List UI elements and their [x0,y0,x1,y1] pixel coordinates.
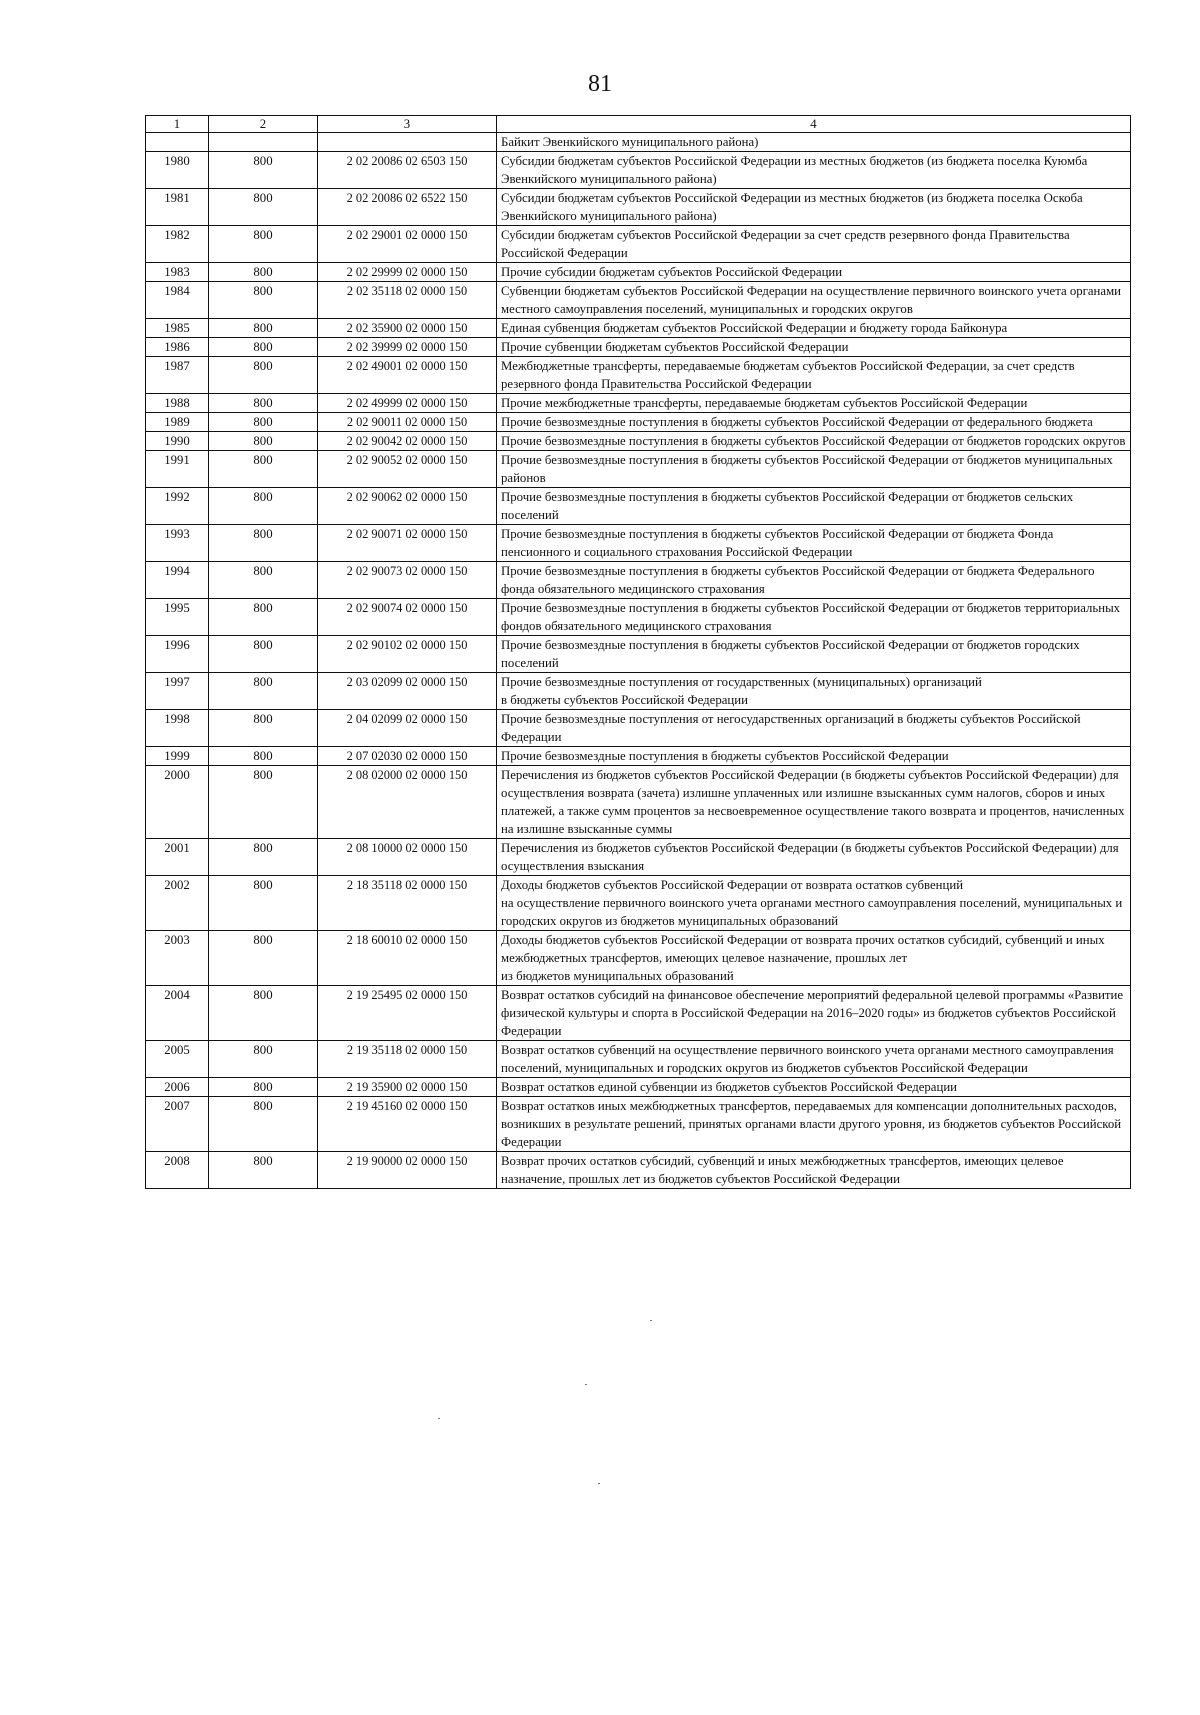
budget-classification-code-cell: 2 03 02099 02 0000 150 [318,673,497,710]
scan-speck [438,1418,440,1419]
budget-classification-code-cell: 2 07 02030 02 0000 150 [318,747,497,766]
admin-code-cell: 800 [209,394,318,413]
admin-code-cell: 800 [209,636,318,673]
row-number-cell: 1992 [146,488,209,525]
budget-classification-code-cell: 2 02 20086 02 6522 150 [318,189,497,226]
admin-code-cell: 800 [209,152,318,189]
table-row [146,1097,1131,1152]
income-name-cell: Субсидии бюджетам субъектов Российской Федерации из местных бюджетов (из бюджета поселка Оскоба Эвенкийского муниципального района) [497,189,1131,226]
budget-classification-code-cell: 2 02 90011 02 0000 150 [318,413,497,432]
admin-code-cell: 800 [209,488,318,525]
budget-classification-code-cell: 2 02 49001 02 0000 150 [318,357,497,394]
income-name-cell: Субсидии бюджетам субъектов Российской Федерации за счет средств резервного фонда Правительства Российской Федерации [497,226,1131,263]
row-number-cell: 1982 [146,226,209,263]
table-row [146,189,1131,226]
table-body [146,133,1131,1189]
table-row [146,525,1131,562]
income-name-cell: Прочие безвозмездные поступления в бюджеты субъектов Российской Федерации от бюджетов территориальных фондов обязательного медицинского страхования [497,599,1131,636]
row-number-cell: 1994 [146,562,209,599]
income-name-cell: Прочие безвозмездные поступления в бюджеты субъектов Российской Федерации от федерального бюджета [497,413,1131,432]
table-row [146,1152,1131,1189]
row-number-cell: 1995 [146,599,209,636]
admin-code-cell: 800 [209,876,318,931]
budget-classification-code-cell: 2 02 90073 02 0000 150 [318,562,497,599]
budget-classification-code-cell: 2 02 35900 02 0000 150 [318,319,497,338]
budget-classification-code-cell: 2 02 90062 02 0000 150 [318,488,497,525]
table-row [146,451,1131,488]
budget-classification-code-cell: 2 18 35118 02 0000 150 [318,876,497,931]
income-name-cell: Прочие безвозмездные поступления в бюджеты субъектов Российской Федерации от бюджета Фонда пенсионного и социального страхования Российской Федерации [497,525,1131,562]
table-row [146,338,1131,357]
budget-classification-code-cell [318,133,497,152]
row-number-cell: 2007 [146,1097,209,1152]
income-name-cell: Прочие безвозмездные поступления в бюджеты субъектов Российской Федерации от бюджетов городских поселений [497,636,1131,673]
income-name-cell: Субсидии бюджетам субъектов Российской Федерации из местных бюджетов (из бюджета поселка Куюмба Эвенкийского муниципального района) [497,152,1131,189]
admin-code-cell: 800 [209,525,318,562]
income-name-cell: Доходы бюджетов субъектов Российской Федерации от возврата прочих остатков субсидий, субвенций и иных межбюджетных трансфертов, имеющих целевое назначение, прошлых лет из бюджетов муниципальных образований [497,931,1131,986]
admin-code-cell: 800 [209,189,318,226]
row-number-cell: 2002 [146,876,209,931]
admin-code-cell: 800 [209,263,318,282]
table-header [146,116,1131,133]
income-name-cell: Возврат остатков единой субвенции из бюджетов субъектов Российской Федерации [497,1078,1131,1097]
budget-classification-code-cell: 2 02 90074 02 0000 150 [318,599,497,636]
income-name-cell: Возврат остатков субсидий на финансовое обеспечение мероприятий федеральной целевой программы «Развитие физической культуры и спорта в Российской Федерации на 2016–2020 годы» из бюджетов субъектов Российской Федерации [497,986,1131,1041]
row-number-cell: 2004 [146,986,209,1041]
income-name-cell: Перечисления из бюджетов субъектов Российской Федерации (в бюджеты субъектов Российской Федерации) для осуществления возврата (зачета) излишне уплаченных или излишне взысканных сумм налогов, сборов и иных платежей, а также сумм процентов за несвоевременное осуществление такого возврата и процентов, начисленных на излишне взысканные суммы [497,766,1131,839]
admin-code-cell [209,133,318,152]
income-name-cell: Прочие безвозмездные поступления в бюджеты субъектов Российской Федерации от бюджетов городских округов [497,432,1131,451]
admin-code-cell: 800 [209,226,318,263]
table-row [146,710,1131,747]
income-name-cell: Доходы бюджетов субъектов Российской Федерации от возврата остатков субвенций на осуществление первичного воинского учета органами местного самоуправления поселений, муниципальных и городских округов из бюджетов муниципальных образований [497,876,1131,931]
admin-code-cell: 800 [209,413,318,432]
table-row [146,876,1131,931]
admin-code-cell: 800 [209,562,318,599]
row-number-cell: 1983 [146,263,209,282]
row-number-cell: 1980 [146,152,209,189]
row-number-cell: 1989 [146,413,209,432]
admin-code-cell: 800 [209,451,318,488]
admin-code-cell: 800 [209,839,318,876]
row-number-cell: 1985 [146,319,209,338]
table-row [146,1041,1131,1078]
admin-code-cell: 800 [209,319,318,338]
budget-classification-code-cell: 2 18 60010 02 0000 150 [318,931,497,986]
row-number-cell: 2003 [146,931,209,986]
income-name-cell: Межбюджетные трансферты, передаваемые бюджетам субъектов Российской Федерации, за счет средств резервного фонда Правительства Российской Федерации [497,357,1131,394]
budget-code-table [145,115,1131,1189]
table-row [146,931,1131,986]
row-number-cell: 1981 [146,189,209,226]
budget-classification-code-cell: 2 02 39999 02 0000 150 [318,338,497,357]
income-name-cell: Возврат остатков субвенций на осуществление первичного воинского учета органами местного самоуправления поселений, муниципальных и городских округов из бюджетов субъектов Российской Федерации [497,1041,1131,1078]
row-number-cell: 1997 [146,673,209,710]
table-row [146,152,1131,189]
admin-code-cell: 800 [209,747,318,766]
budget-classification-code-cell: 2 19 35900 02 0000 150 [318,1078,497,1097]
table-row [146,263,1131,282]
admin-code-cell: 800 [209,1097,318,1152]
budget-classification-code-cell: 2 02 90102 02 0000 150 [318,636,497,673]
income-name-cell: Перечисления из бюджетов субъектов Российской Федерации (в бюджеты субъектов Российской Федерации) для осуществления взыскания [497,839,1131,876]
header-row [146,116,1131,133]
row-number-cell: 1987 [146,357,209,394]
admin-code-cell: 800 [209,986,318,1041]
row-number-cell: 1996 [146,636,209,673]
income-name-cell: Возврат прочих остатков субсидий, субвенций и иных межбюджетных трансфертов, имеющих целевое назначение, прошлых лет из бюджетов субъектов Российской Федерации [497,1152,1131,1189]
row-number-cell: 1993 [146,525,209,562]
admin-code-cell: 800 [209,338,318,357]
table-row [146,986,1131,1041]
income-name-cell: Байкит Эвенкийского муниципального района) [497,133,1131,152]
income-name-cell: Субвенции бюджетам субъектов Российской Федерации на осуществление первичного воинского учета органами местного самоуправления поселений, муниципальных и городских округов [497,282,1131,319]
budget-classification-code-cell: 2 02 90042 02 0000 150 [318,432,497,451]
budget-classification-code-cell: 2 19 45160 02 0000 150 [318,1097,497,1152]
budget-classification-code-cell: 2 02 90052 02 0000 150 [318,451,497,488]
table-row [146,226,1131,263]
table-row [146,319,1131,338]
income-name-cell: Прочие безвозмездные поступления от государственных (муниципальных) организаций в бюджеты субъектов Российской Федерации [497,673,1131,710]
table-row [146,599,1131,636]
admin-code-cell: 800 [209,710,318,747]
admin-code-cell: 800 [209,1078,318,1097]
admin-code-cell: 800 [209,931,318,986]
budget-classification-code-cell: 2 02 29999 02 0000 150 [318,263,497,282]
budget-classification-code-cell: 2 02 35118 02 0000 150 [318,282,497,319]
row-number-cell: 2008 [146,1152,209,1189]
row-number-cell: 2005 [146,1041,209,1078]
budget-classification-code-cell: 2 19 35118 02 0000 150 [318,1041,497,1078]
income-name-cell: Прочие безвозмездные поступления в бюджеты субъектов Российской Федерации [497,747,1131,766]
admin-code-cell: 800 [209,599,318,636]
header-col-4: 4 [497,116,1131,133]
table-row [146,636,1131,673]
scan-speck [585,1384,587,1385]
budget-classification-code-cell: 2 02 29001 02 0000 150 [318,226,497,263]
income-name-cell: Прочие субсидии бюджетам субъектов Российской Федерации [497,263,1131,282]
table-row [146,282,1131,319]
admin-code-cell: 800 [209,357,318,394]
income-name-cell: Прочие субвенции бюджетам субъектов Российской Федерации [497,338,1131,357]
income-name-cell: Прочие безвозмездные поступления от негосударственных организаций в бюджеты субъектов Российской Федерации [497,710,1131,747]
income-name-cell: Единая субвенция бюджетам субъектов Российской Федерации и бюджету города Байконура [497,319,1131,338]
admin-code-cell: 800 [209,766,318,839]
income-name-cell: Возврат остатков иных межбюджетных трансфертов, передаваемых для компенсации дополнительных расходов, возникших в результате решений, принятых органами власти другого уровня, из бюджетов субъектов Российской Федерации [497,1097,1131,1152]
admin-code-cell: 800 [209,673,318,710]
table-row [146,413,1131,432]
budget-classification-code-cell: 2 19 25495 02 0000 150 [318,986,497,1041]
income-name-cell: Прочие безвозмездные поступления в бюджеты субъектов Российской Федерации от бюджетов муниципальных районов [497,451,1131,488]
budget-classification-code-cell: 2 02 90071 02 0000 150 [318,525,497,562]
budget-classification-code-cell: 2 08 02000 02 0000 150 [318,766,497,839]
page-number: 81 [588,71,612,97]
row-number-cell [146,133,209,152]
admin-code-cell: 800 [209,1041,318,1078]
row-number-cell: 2000 [146,766,209,839]
table-row [146,488,1131,525]
admin-code-cell: 800 [209,432,318,451]
table-row [146,766,1131,839]
row-number-cell: 1991 [146,451,209,488]
income-name-cell: Прочие безвозмездные поступления в бюджеты субъектов Российской Федерации от бюджетов сельских поселений [497,488,1131,525]
row-number-cell: 1984 [146,282,209,319]
table-row [146,562,1131,599]
table-row [146,747,1131,766]
table-row [146,432,1131,451]
budget-classification-code-cell: 2 08 10000 02 0000 150 [318,839,497,876]
admin-code-cell: 800 [209,1152,318,1189]
row-number-cell: 1998 [146,710,209,747]
header-col-3: 3 [318,116,497,133]
scan-speck [650,1320,652,1321]
row-number-cell: 1999 [146,747,209,766]
table-row [146,1078,1131,1097]
income-name-cell: Прочие безвозмездные поступления в бюджеты субъектов Российской Федерации от бюджета Федерального фонда обязательного медицинского страхования [497,562,1131,599]
budget-table-container [145,115,1131,1189]
row-number-cell: 2001 [146,839,209,876]
budget-classification-code-cell: 2 04 02099 02 0000 150 [318,710,497,747]
row-number-cell: 1990 [146,432,209,451]
table-row [146,394,1131,413]
scan-speck [598,1483,600,1484]
table-row [146,133,1131,152]
income-name-cell: Прочие межбюджетные трансферты, передаваемые бюджетам субъектов Российской Федерации [497,394,1131,413]
table-row [146,357,1131,394]
budget-classification-code-cell: 2 02 49999 02 0000 150 [318,394,497,413]
row-number-cell: 2006 [146,1078,209,1097]
row-number-cell: 1986 [146,338,209,357]
header-col-2: 2 [209,116,318,133]
row-number-cell: 1988 [146,394,209,413]
table-row [146,839,1131,876]
budget-classification-code-cell: 2 19 90000 02 0000 150 [318,1152,497,1189]
table-row [146,673,1131,710]
admin-code-cell: 800 [209,282,318,319]
budget-classification-code-cell: 2 02 20086 02 6503 150 [318,152,497,189]
header-col-1: 1 [146,116,209,133]
